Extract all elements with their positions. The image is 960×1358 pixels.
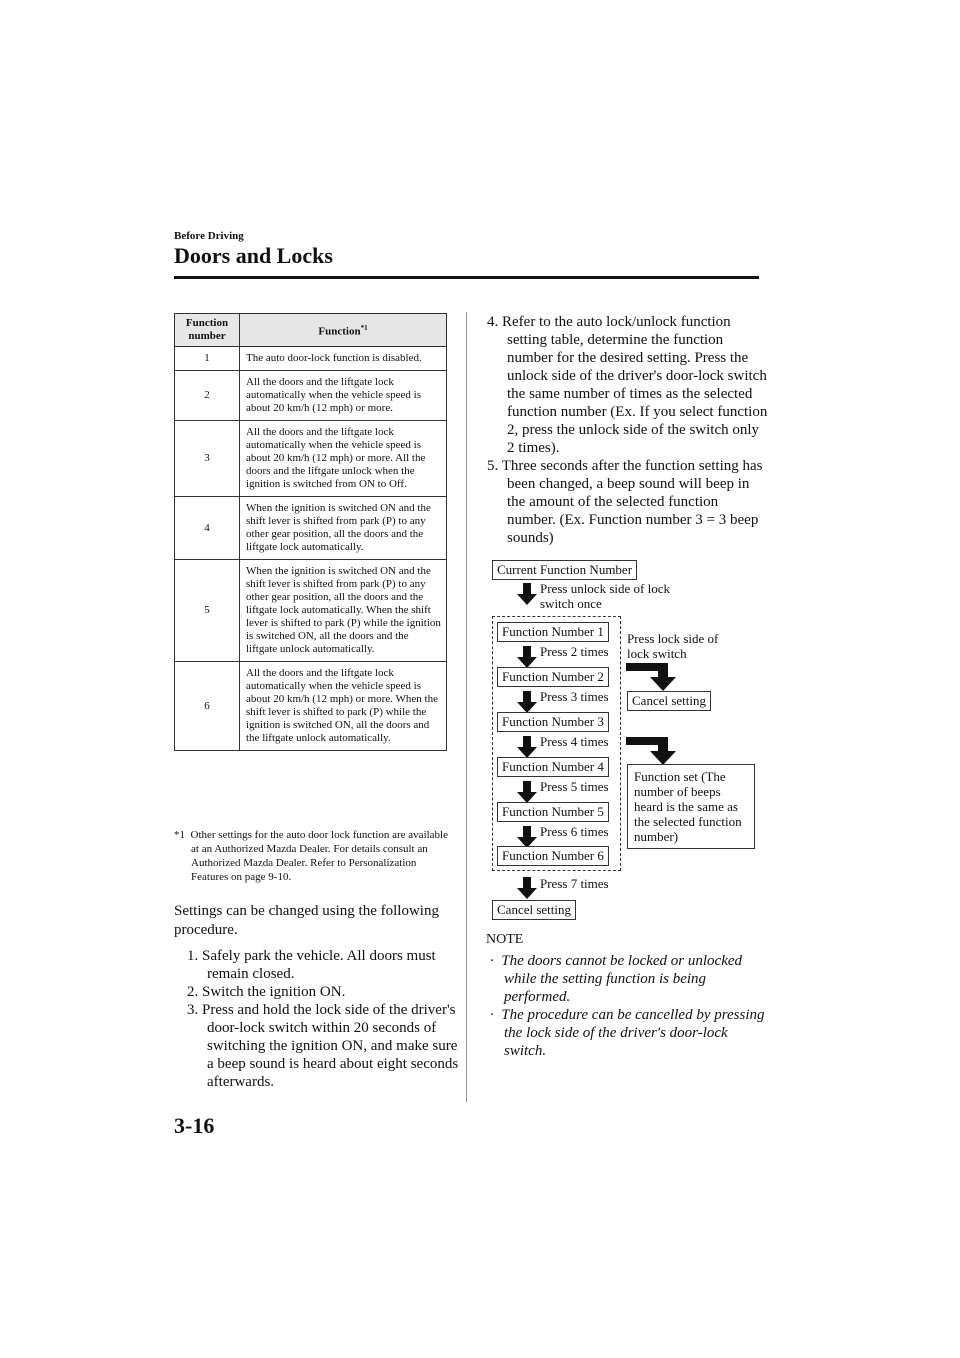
function-box-3: Function Number 3: [497, 712, 609, 732]
chapter-title: Doors and Locks: [174, 243, 333, 268]
column-divider: [466, 312, 467, 1102]
list-item: [486, 1006, 766, 1060]
current-function-box: Current Function Number: [492, 560, 637, 580]
step-number: 4.: [487, 314, 499, 330]
step-number: 1.: [187, 948, 199, 964]
step-text: Switch the ignition ON.: [202, 984, 346, 1000]
press-lock-label: Press lock side of lock switch: [627, 631, 719, 661]
press-label: Press 6 times: [540, 824, 609, 839]
col-function-header: [240, 314, 447, 347]
intro-paragraph: Settings can be changed using the following procedure.: [174, 903, 439, 938]
press-label: Press 3 times: [540, 689, 609, 704]
row-number: 3: [175, 421, 240, 497]
row-number: 5: [175, 560, 240, 662]
press-7-label: Press 7 times: [540, 876, 609, 891]
page-number: 3-16: [174, 1113, 215, 1138]
list-item: [484, 457, 769, 547]
function-box-6: Function Number 6: [497, 846, 609, 866]
table-header-row: [175, 314, 447, 347]
row-number: 4: [175, 497, 240, 560]
note-heading: NOTE: [486, 932, 524, 947]
row-number: 2: [175, 371, 240, 421]
down-arrow-icon: [517, 646, 537, 668]
row-number: 1: [175, 347, 240, 371]
step-text: Three seconds after the function setting has been changed, a beep sound will beep in the amount of the selected function number. (Ex. Function number 3 = 3 beep sounds): [501, 458, 763, 546]
list-item: [174, 1001, 459, 1091]
function-box-1: Function Number 1: [497, 622, 609, 642]
footnote: [174, 828, 454, 884]
table-row: [175, 497, 447, 560]
list-item: [174, 983, 459, 1001]
footnote-text: Other settings for the auto door lock function are available at an Authorized Mazda Dealer. For details consult an Authorized Mazda Dealer. Refer to Personalization Features on page 9-10.: [190, 829, 448, 883]
col-function-sup: *1: [360, 323, 368, 332]
cancel-setting-bottom-box: Cancel setting: [492, 900, 576, 920]
bent-arrow-icon: [626, 737, 680, 765]
row-function: The auto door-lock function is disabled.: [240, 347, 447, 371]
footnote-marker: *1: [174, 829, 185, 841]
step-number: 2.: [187, 984, 199, 1000]
step-text: Press and hold the lock side of the driver's door-lock switch within 20 seconds of switching the ignition ON, and make sure a beep sound is heard about eight seconds afterwards.: [202, 1002, 459, 1090]
down-arrow-icon: [517, 583, 537, 605]
col-function-label: Function: [318, 325, 361, 338]
header-rule: [174, 276, 759, 279]
footnote-body: [174, 828, 454, 884]
row-number: 6: [175, 662, 240, 751]
step-text: Refer to the auto lock/unlock function setting table, determine the function number for the desired setting. Press the unlock side of the driver's door-lock switch the same number of times as the selected function number (Ex. If you select function 2, press the unlock side of the switch only 2 times).: [502, 314, 768, 456]
press-unlock-label: Press unlock side of lock switch once: [540, 581, 670, 611]
down-arrow-icon: [517, 691, 537, 713]
down-arrow-icon: [517, 826, 537, 848]
step-number: 3.: [187, 1002, 199, 1018]
row-function: All the doors and the liftgate lock automatically when the vehicle speed is about 20 km/h (12 mph) or more. All the doors and the liftgate unlock when the ignition is switched from ON to Off.: [240, 421, 447, 497]
press-label: Press 5 times: [540, 779, 609, 794]
list-item: [484, 313, 769, 457]
row-function: All the doors and the liftgate lock automatically when the vehicle speed is about 20 km/h (12 mph) or more.: [240, 371, 447, 421]
note-text: The procedure can be cancelled by pressing the lock side of the driver's door-lock switch.: [501, 1007, 765, 1059]
down-arrow-icon: [517, 781, 537, 803]
steps-right: [484, 313, 769, 547]
list-item: [486, 952, 766, 1006]
table-row: [175, 347, 447, 371]
down-arrow-icon: [517, 736, 537, 758]
table-row: [175, 421, 447, 497]
press-label: Press 2 times: [540, 644, 609, 659]
section-label: Before Driving: [174, 230, 244, 242]
bullet-icon: ·: [490, 1007, 494, 1023]
function-set-box: Function set (The number of beeps heard is the same as the selected function number): [627, 764, 755, 849]
col-number-header: Function number: [175, 314, 240, 347]
down-arrow-icon: [517, 877, 537, 899]
function-table: [174, 313, 447, 751]
steps-left: [174, 947, 459, 1091]
function-box-2: Function Number 2: [497, 667, 609, 687]
row-function: When the ignition is switched ON and the shift lever is shifted from park (P) to any other gear position, all the doors and the liftgate lock automatically. When the shift lever is shifted to park (P) while the ignition is switched ON, all the doors and the liftgate unlock automatically.: [240, 560, 447, 662]
step-number: 5.: [487, 458, 499, 474]
table-row: [175, 371, 447, 421]
note-text: The doors cannot be locked or unlocked while the setting function is being performed.: [501, 953, 743, 1005]
function-box-4: Function Number 4: [497, 757, 609, 777]
function-box-5: Function Number 5: [497, 802, 609, 822]
table-row: [175, 662, 447, 751]
cancel-setting-right-box: Cancel setting: [627, 691, 711, 711]
step-text: Safely park the vehicle. All doors must remain closed.: [202, 948, 436, 982]
bent-arrow-icon: [626, 663, 680, 691]
note-list: [486, 952, 766, 1060]
table-row: [175, 560, 447, 662]
row-function: When the ignition is switched ON and the shift lever is shifted from park (P) to any other gear position, all the doors and the liftgate lock automatically.: [240, 497, 447, 560]
press-label: Press 4 times: [540, 734, 609, 749]
list-item: [174, 947, 459, 983]
bullet-icon: ·: [490, 953, 494, 969]
row-function: All the doors and the liftgate lock automatically when the vehicle speed is about 20 km/h (12 mph) or more. When the shift lever is shifted to park (P) while the ignition is switched ON, all the doors and the liftgate unlock automatically.: [240, 662, 447, 751]
